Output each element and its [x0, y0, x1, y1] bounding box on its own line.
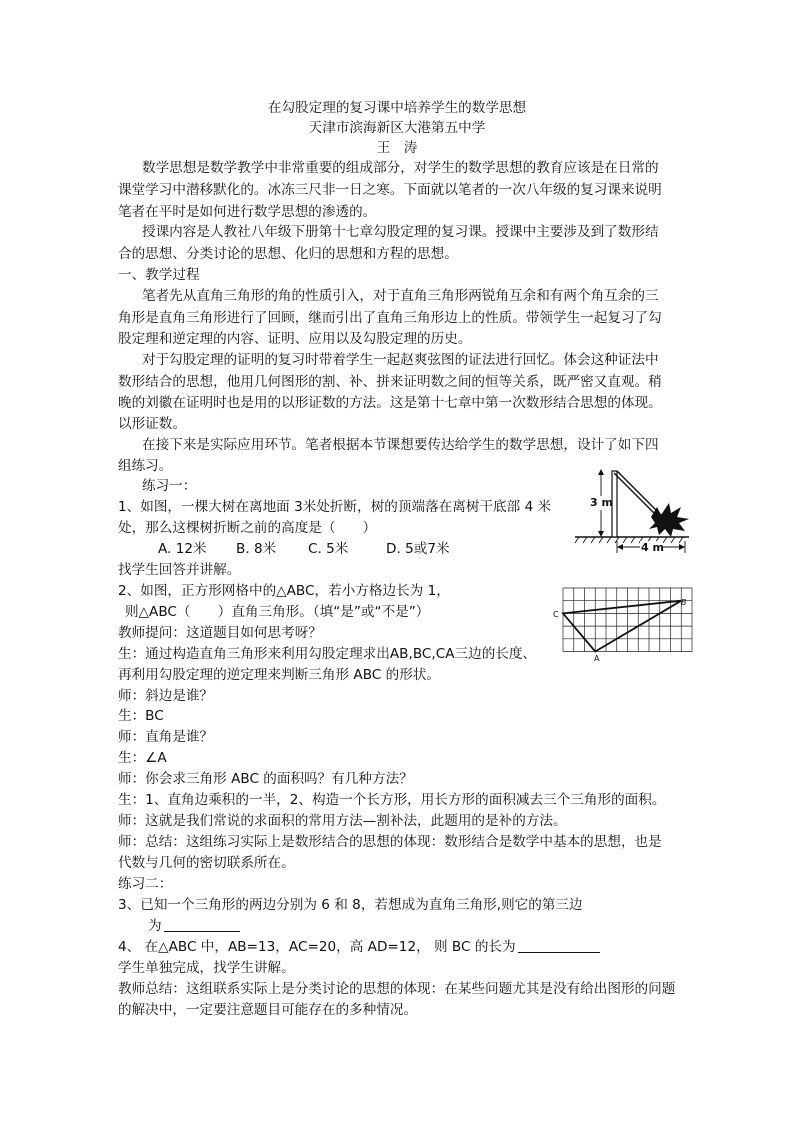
intro-p2-line2: 合的思想、分类讨论的思想、化归的思想和方程的思想。	[118, 246, 458, 262]
q2-line2: 则△ABC（ ）直角三角形。（填“是”或“不是”）	[125, 604, 430, 620]
ex2-summary-line2: 的解决中，一定要注意题目可能存在的多种情况。	[118, 1002, 418, 1018]
dialogue-12: 代数与几何的密切联系所在。	[118, 855, 295, 871]
grid-label-b: B	[681, 598, 687, 607]
q2-line1: 2、如图，正方形网格中的△ABC，若小方格边长为 1，	[118, 583, 450, 599]
s1-p3-line1: 在接下来是实际应用环节。笔者根据本节课想要传达给学生的数学思想，设计了如下四	[142, 437, 659, 453]
intro-p1-line1: 数学思想是数学教学中非常重要的组成部分，对学生的数学思想的教育应该是在日常的	[142, 160, 659, 176]
q4-answer-blank[interactable]	[518, 938, 600, 953]
q3-answer-blank[interactable]	[164, 917, 240, 932]
ex2-heading: 练习二：	[118, 876, 173, 892]
q1-note: 找学生回答并讲解。	[118, 562, 241, 578]
q1-option-c: C. 5米	[308, 541, 349, 557]
q3-line2-row	[148, 916, 240, 936]
q4-text: 4、 在△ABC 中，AB=13，AC=20，高 AD=12， 则 BC 的长为	[118, 939, 516, 955]
ex2-summary-line1: 教师总结：这组联系实际上是分类讨论的思想的体现：在某些问题尤其是没有给出图形的问题	[118, 981, 676, 997]
ex2-note: 学生单独完成，找学生讲解。	[118, 960, 295, 976]
dialogue-1: 教师提问：这道题目如何思考呀？	[118, 625, 322, 641]
grid-triangle-diagram	[553, 584, 703, 664]
s1-p3-line2: 组练习。	[118, 458, 173, 474]
s1-p2-line1: 对于勾股定理的证明的复习时带着学生一起赵爽弦图的证法进行回忆。体会这种证法中	[142, 352, 659, 368]
s1-p2-line2: 数形结合的思想，他用几何图形的割、补、拼来证明数之间的恒等关系，既严密又直观。稍	[118, 374, 662, 390]
school-name: 天津市滨海新区大港第五中学	[308, 120, 486, 136]
q1-line2: 处，那么这棵树折断之前的高度是（ ）	[118, 520, 377, 536]
tree-ground-label: 4 m	[641, 541, 664, 554]
q3-line2: 为	[148, 918, 162, 934]
q4-row	[118, 937, 600, 957]
s1-p1-line2: 角形是直角三角形进行了回顾，继而引出了直角三角形边上的性质。带领学生一起复习了勾	[118, 310, 662, 326]
s1-p1-line3: 股定理和逆定理的内容、证明、应用以及勾股定理的历史。	[118, 331, 472, 347]
tree-figure	[573, 467, 693, 557]
q1-option-d: D. 5或7米	[386, 541, 450, 557]
dialogue-8: 师：你会求三角形 ABC 的面积吗？有几种方法？	[118, 771, 413, 787]
intro-p1-line2: 课堂学习中潜移默化的。冰冻三尺非一日之寒。下面就以笔者的一次八年级的复习课来说明	[118, 182, 662, 198]
dialogue-4: 师：斜边是谁？	[118, 688, 214, 704]
ex1-heading: 练习一：	[142, 478, 197, 494]
s1-p2-line4: 以形证数。	[118, 416, 186, 432]
q1-line1: 1、如图，一棵大树在离地面 3米处折断，树的顶端落在离树干底部 4 米	[118, 499, 552, 515]
dialogue-10: 师：这就是我们常说的求面积的常用方法—割补法，此题用的是补的方法。	[118, 813, 567, 829]
dialogue-11: 师：总结：这组练习实际上是数形结合的思想的体现：数形结合是数学中基本的思想，也是	[118, 834, 662, 850]
q1-option-a: A. 12米	[158, 541, 207, 557]
dialogue-7: 生：∠A	[118, 750, 167, 766]
dialogue-6: 师：直角是谁？	[118, 729, 214, 745]
section-heading: 一、教学过程	[118, 267, 200, 283]
q1-option-b: B. 8米	[236, 541, 277, 557]
dialogue-3: 再利用勾股定理的逆定理来判断三角形 ABC 的形状。	[118, 667, 440, 683]
document-title: 在勾股定理的复习课中培养学生的数学思想	[267, 100, 527, 116]
dialogue-2: 生：通过构造直角三角形来利用勾股定理求出AB,BC,CA三边的长度、	[118, 646, 537, 662]
s1-p1-line1: 笔者先从直角三角形的角的性质引入，对于直角三角形两锐角互余和有两个角互余的三	[142, 288, 659, 304]
dialogue-9: 生：1、直角边乘积的一半，2、构造一个长方形，用长方形的面积减去三个三角形的面积。	[118, 792, 666, 808]
author-name: 王 涛	[376, 140, 418, 156]
tree-height-label: 3 m	[590, 496, 613, 509]
dialogue-5: 生：BC	[118, 708, 164, 724]
grid-label-a: A	[594, 654, 600, 663]
grid-label-c: C	[553, 610, 559, 619]
s1-p2-line3: 晚的刘徽在证明时也是用的以形证数的方法。这是第十七章中第一次数形结合思想的体现。	[118, 395, 662, 411]
grid-figure	[553, 584, 703, 664]
broken-tree-diagram	[573, 467, 693, 557]
intro-p2-line1: 授课内容是人教社八年级下册第十七章勾股定理的复习课。授课中主要涉及到了数形结	[142, 224, 659, 240]
q3-line1: 3、已知一个三角形的两边分别为 6 和 8，若想成为直角三角形,则它的第三边	[118, 897, 583, 913]
intro-p1-line3: 笔者在平时是如何进行数学思想的渗透的。	[118, 204, 377, 220]
